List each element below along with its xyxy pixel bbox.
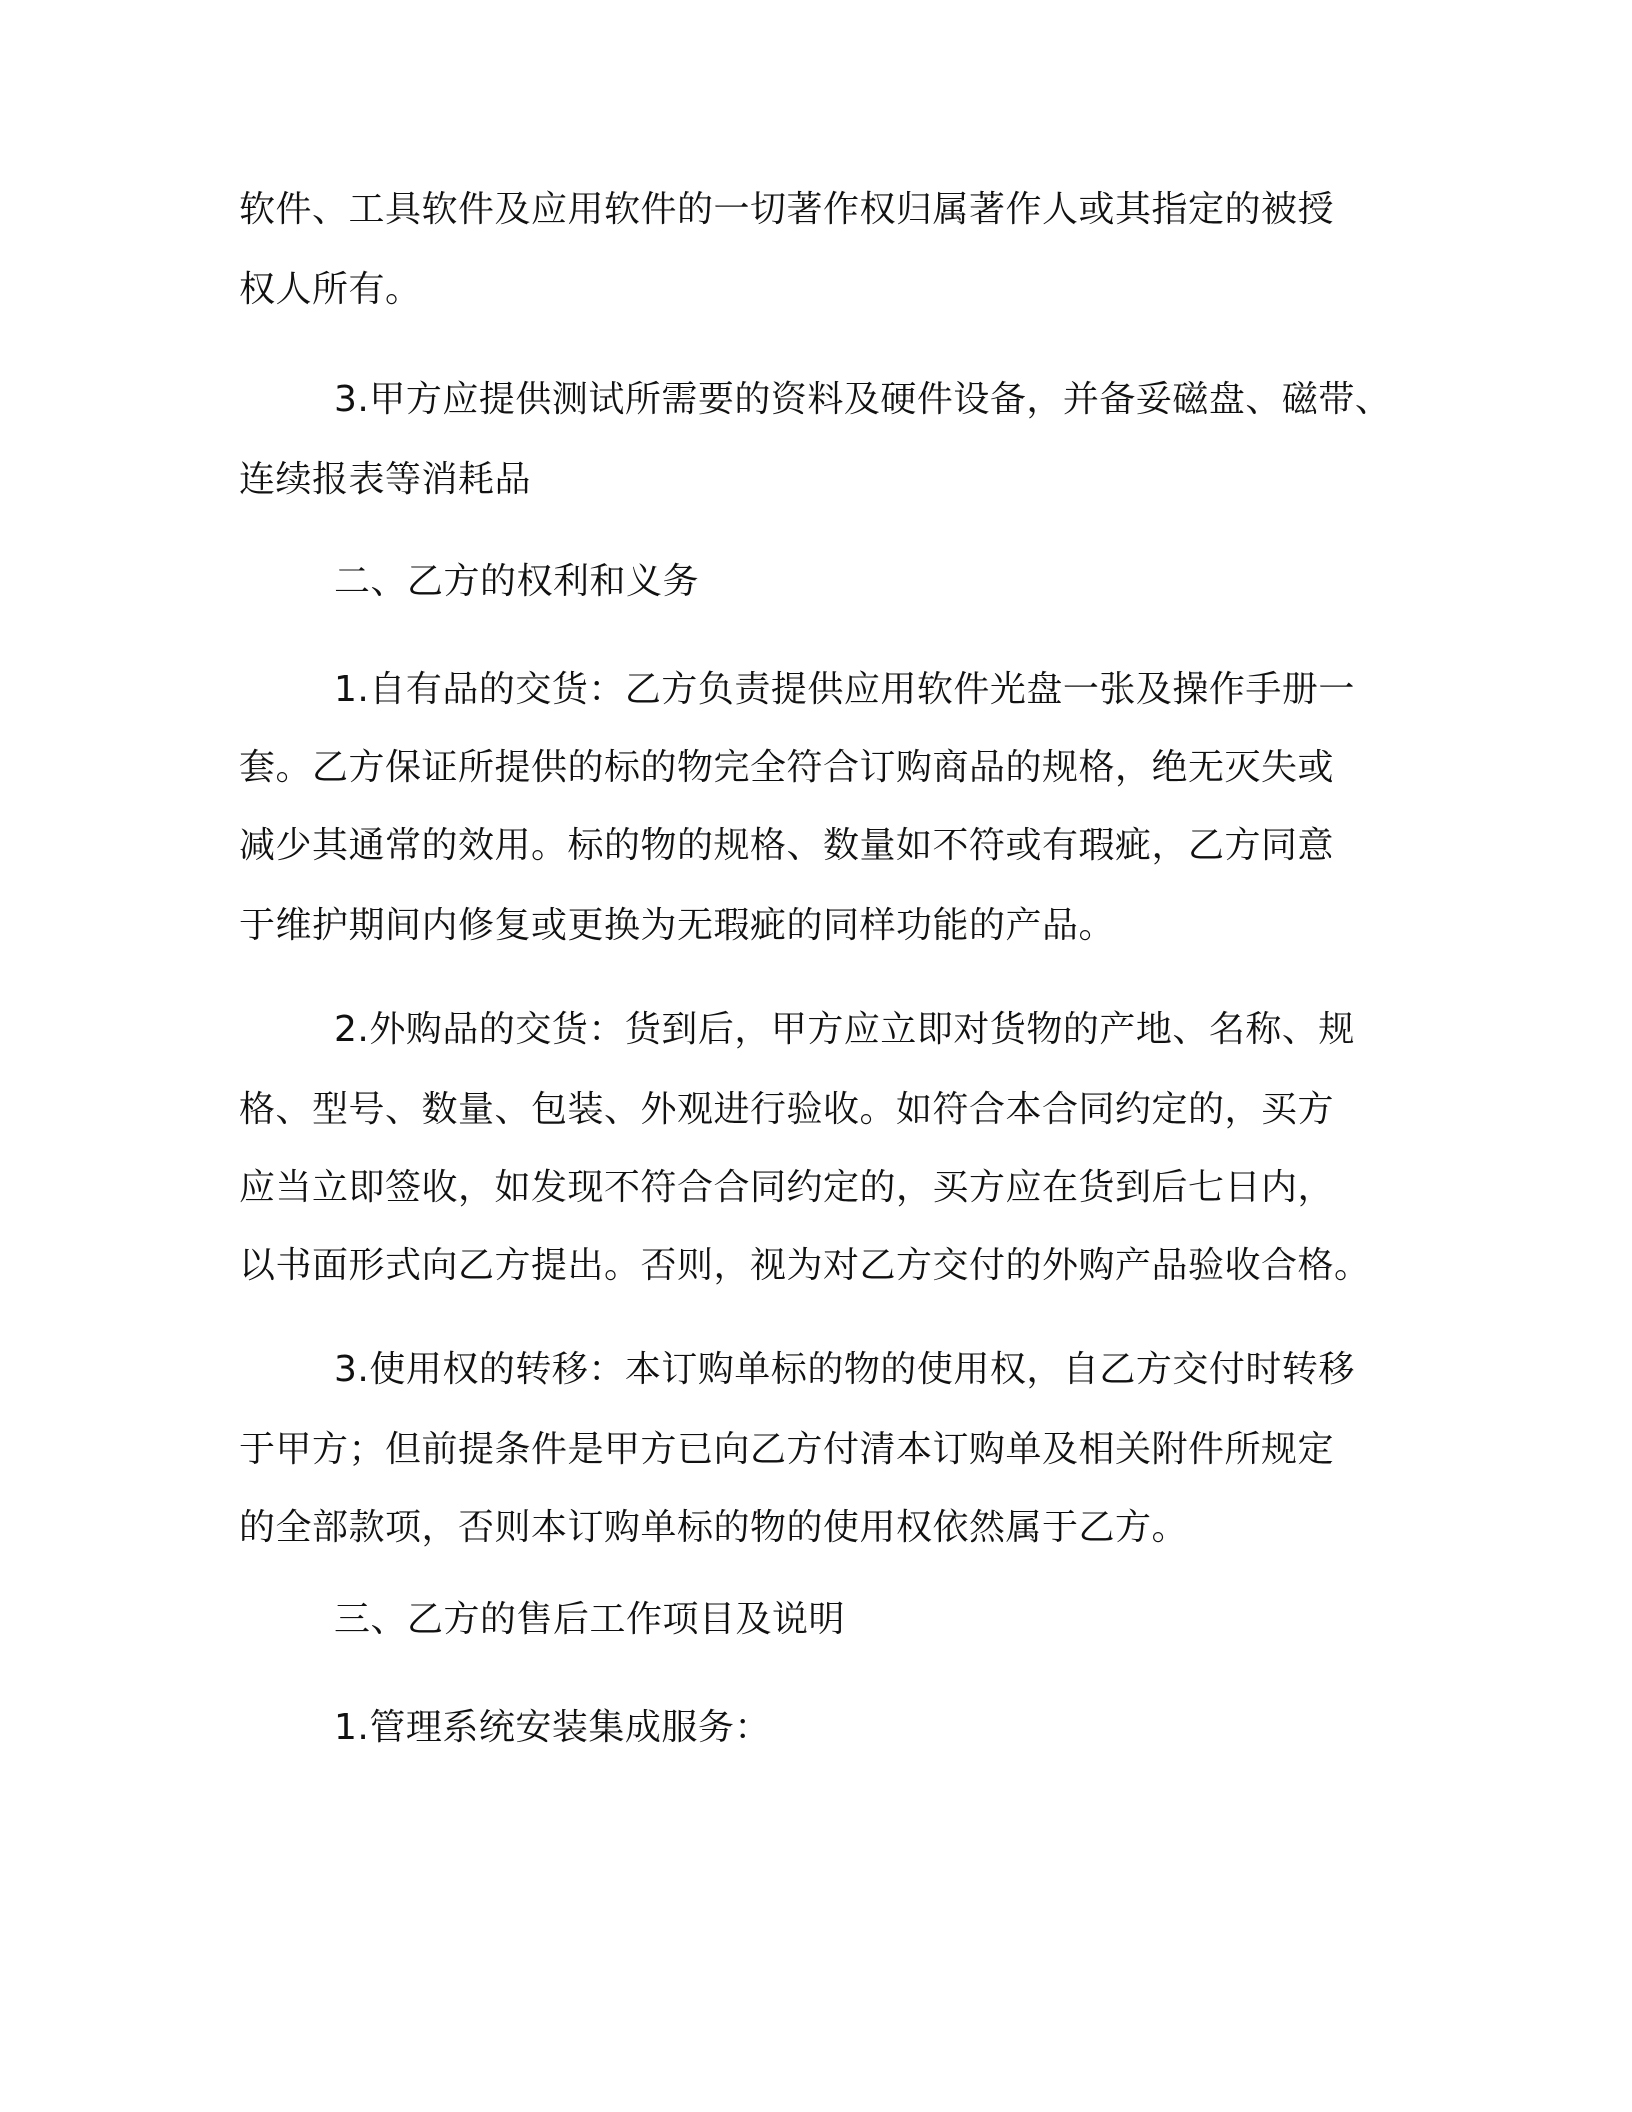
text-line: 权人所有。 [239, 269, 422, 310]
text-line: 以书面形式向乙方提出。否则，视为对乙方交付的外购产品验收合格。 [239, 1245, 1371, 1286]
text-line: 3.甲方应提供测试所需要的资料及硬件设备，并备妥磁盘、磁带、 [334, 379, 1392, 420]
text-line: 的全部款项，否则本订购单标的物的使用权依然属于乙方。 [239, 1507, 1189, 1548]
section-heading-text: 二、乙方的权利和义务 [334, 561, 700, 602]
text-line: 1.管理系统安装集成服务： [334, 1707, 771, 1748]
text-line: 于甲方；但前提条件是甲方已向乙方付清本订购单及相关附件所规定 [239, 1429, 1335, 1470]
text-line: 应当立即签收，如发现不符合合同约定的，买方应在货到后七日内， [239, 1167, 1335, 1208]
text-line: 2.外购品的交货：货到后，甲方应立即对货物的产地、名称、规 [334, 1009, 1355, 1050]
text-line: 连续报表等消耗品 [239, 459, 532, 500]
text-line: 软件、工具软件及应用软件的一切著作权归属著作人或其指定的被授 [239, 189, 1335, 230]
text-line: 套。乙方保证所提供的标的物完全符合订购商品的规格，绝无灭失或 [239, 747, 1335, 788]
text-line: 3.使用权的转移：本订购单标的物的使用权，自乙方交付时转移 [334, 1349, 1355, 1390]
text-line: 1.自有品的交货：乙方负责提供应用软件光盘一张及操作手册一 [334, 669, 1355, 710]
text-line: 减少其通常的效用。标的物的规格、数量如不符或有瑕疵，乙方同意 [239, 825, 1335, 866]
section-heading-text: 三、乙方的售后工作项目及说明 [334, 1599, 846, 1640]
text-line: 格、型号、数量、包装、外观进行验收。如符合本合同约定的，买方 [239, 1089, 1335, 1130]
text-line: 于维护期间内修复或更换为无瑕疵的同样功能的产品。 [239, 905, 1116, 946]
